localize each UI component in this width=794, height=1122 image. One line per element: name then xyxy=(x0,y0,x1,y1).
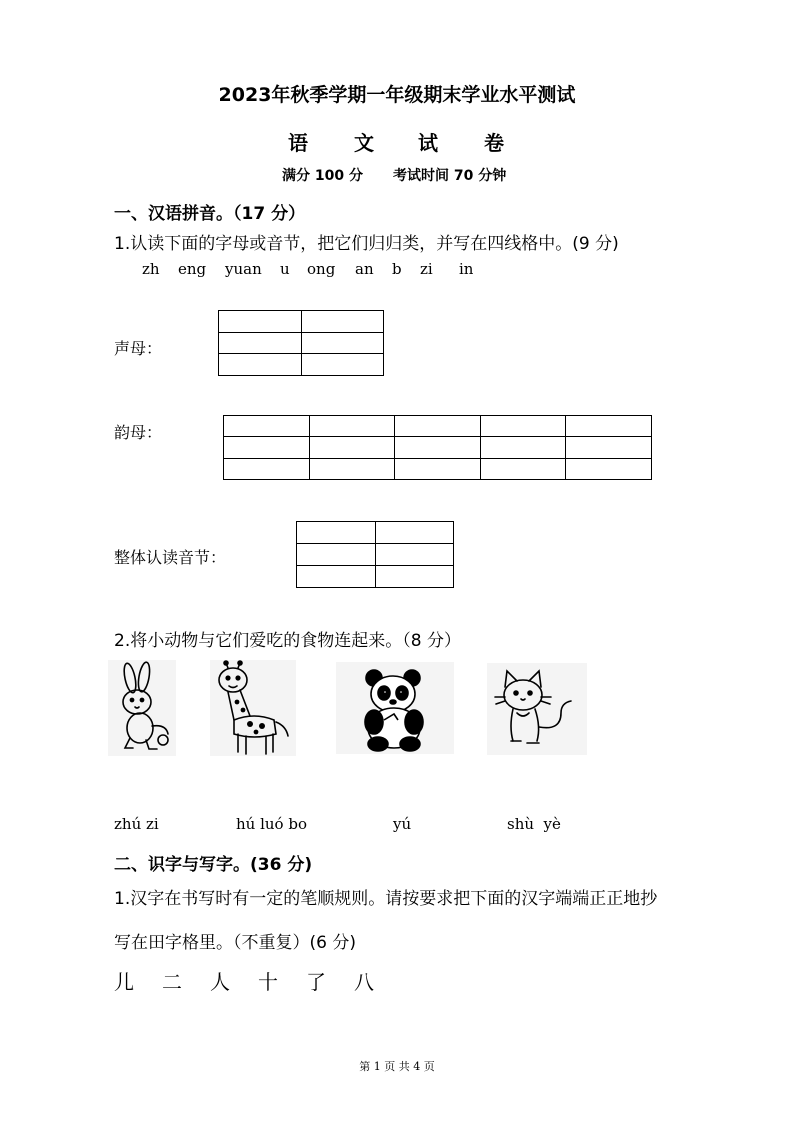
question-2-text: 2.将小动物与它们爱吃的食物连起来。（8 分） xyxy=(114,631,461,651)
section2-heading: 二、识字与写字。(36 分) xyxy=(114,855,313,875)
page-number: 第 1 页 共 4 页 xyxy=(359,1060,435,1073)
subject-char: 文 xyxy=(354,131,374,155)
yunmu-label: 韵母： xyxy=(114,423,163,442)
exam-time: 考试时间 70 分钟 xyxy=(393,168,507,184)
practice-characters xyxy=(114,966,402,995)
subject-char: 卷 xyxy=(484,131,504,155)
exam-title: 2023年秋季学期一年级期末学业水平测试 xyxy=(218,84,576,106)
syllable: eng xyxy=(178,260,207,278)
practice-char: 八 xyxy=(354,970,374,994)
panda-icon[interactable] xyxy=(336,662,454,754)
cat-icon[interactable] xyxy=(487,663,587,755)
syllable: zi xyxy=(420,260,433,278)
syllable: u xyxy=(280,260,290,278)
rabbit-icon[interactable] xyxy=(108,660,176,756)
practice-char: 人 xyxy=(210,970,230,994)
food-pinyin: zhú zi xyxy=(114,815,159,833)
shengmu-writing-grid[interactable] xyxy=(218,310,384,376)
syllable: b xyxy=(392,260,402,278)
food-pinyin: shù yè xyxy=(507,815,561,833)
food-pinyin: yú xyxy=(393,815,412,833)
food-pinyin: hú luó bo xyxy=(236,815,307,833)
question-s2-1-text-line1: 1.汉字在书写时有一定的笔顺规则。请按要求把下面的汉字端端正正地抄 xyxy=(114,889,658,909)
giraffe-icon[interactable] xyxy=(210,660,296,756)
practice-char: 儿 xyxy=(114,970,134,994)
syllable: yuan xyxy=(225,260,262,278)
subject-char: 试 xyxy=(418,131,438,155)
syllable: zh xyxy=(142,260,160,278)
question-1-text: 1.认读下面的字母或音节，把它们归归类，并写在四线格中。(9 分) xyxy=(114,234,619,254)
practice-char: 二 xyxy=(162,970,182,994)
full-score: 满分 100 分 xyxy=(282,168,363,184)
practice-char: 十 xyxy=(258,970,278,994)
shengmu-label: 声母： xyxy=(114,339,163,358)
section1-heading: 一、汉语拼音。（17 分） xyxy=(114,204,306,224)
subject-char: 语 xyxy=(288,131,308,155)
syllable: ong xyxy=(307,260,336,278)
syllable: an xyxy=(355,260,374,278)
syllable: in xyxy=(459,260,474,278)
zhengti-label: 整体认读音节： xyxy=(114,548,227,567)
question-s2-1-text-line2: 写在田字格里。（不重复）(6 分) xyxy=(114,933,356,953)
yunmu-writing-grid[interactable] xyxy=(223,415,652,480)
practice-char: 了 xyxy=(306,970,326,994)
zhengti-writing-grid[interactable] xyxy=(296,521,454,588)
